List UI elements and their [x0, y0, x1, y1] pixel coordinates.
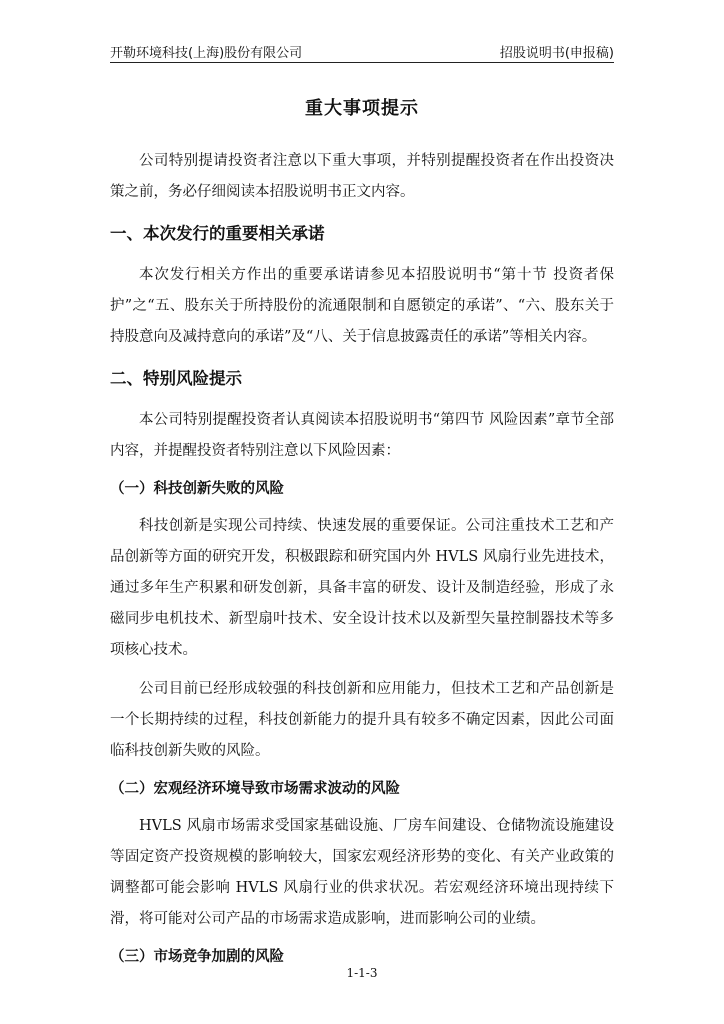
- document-body: [110, 84, 614, 971]
- section-2-heading: 二、特别风险提示: [110, 369, 242, 388]
- document-title: 重大事项提示: [305, 98, 419, 119]
- section-1-paragraph: 本次发行相关方作出的重要承诺请参见本招股说明书“第十节 投资者保护”之“五、股东关于所持股份的流通限制和自愿锁定的承诺”、“六、股东关于持股意向及减持意向的承诺”及“八、关于信息披露责任的承诺”等相关内容。: [110, 267, 614, 345]
- subsection-3-heading: （三）市场竞争加剧的风险: [110, 949, 284, 965]
- page-number: 1-1-3: [346, 966, 378, 980]
- header-company: 开勒环境科技(上海)股份有限公司: [110, 46, 303, 61]
- subsection-2-heading: （二）宏观经济环境导致市场需求波动的风险: [110, 781, 400, 797]
- subsection-1-heading: （一）科技创新失败的风险: [110, 481, 284, 497]
- intro-paragraph: 公司特别提请投资者注意以下重大事项，并特别提醒投资者在作出投资决策之前，务必仔细阅读本招股说明书正文内容。: [110, 153, 614, 200]
- subsection-1-paragraph-1: 科技创新是实现公司持续、快速发展的重要保证。公司注重技术工艺和产品创新等方面的研究开发，积极跟踪和研究国内外 HVLS 风扇行业先进技术，通过多年生产积累和研发创新，具备丰富的研发、设计及制造经验，形成了永磁同步电机技术、新型扇叶技术、安全设计技术以及新型矢量控制器技术等多项核心技术。: [110, 518, 614, 658]
- section-2-paragraph: 本公司特别提醒投资者认真阅读本招股说明书“第四节 风险因素”章节全部内容，并提醒投资者特别注意以下风险因素：: [110, 412, 614, 459]
- page-header: [110, 42, 614, 62]
- section-1-heading: 一、本次发行的重要相关承诺: [110, 224, 325, 243]
- header-rule: [110, 62, 614, 63]
- header-doc-type: 招股说明书(申报稿): [499, 46, 614, 61]
- subsection-1-paragraph-2: 公司目前已经形成较强的科技创新和应用能力，但技术工艺和产品创新是一个长期持续的过程，科技创新能力的提升具有较多不确定因素，因此公司面临科技创新失败的风险。: [110, 681, 614, 759]
- subsection-2-paragraph-1: HVLS 风扇市场需求受国家基础设施、厂房车间建设、仓储物流设施建设等固定资产投资规模的影响较大，国家宏观经济形势的变化、有关产业政策的调整都可能会影响 HVLS 风扇行业的供求状况。若宏观经济环境出现持续下滑，将可能对公司产品的市场需求造成影响，进而影响公司的业绩。: [110, 818, 614, 927]
